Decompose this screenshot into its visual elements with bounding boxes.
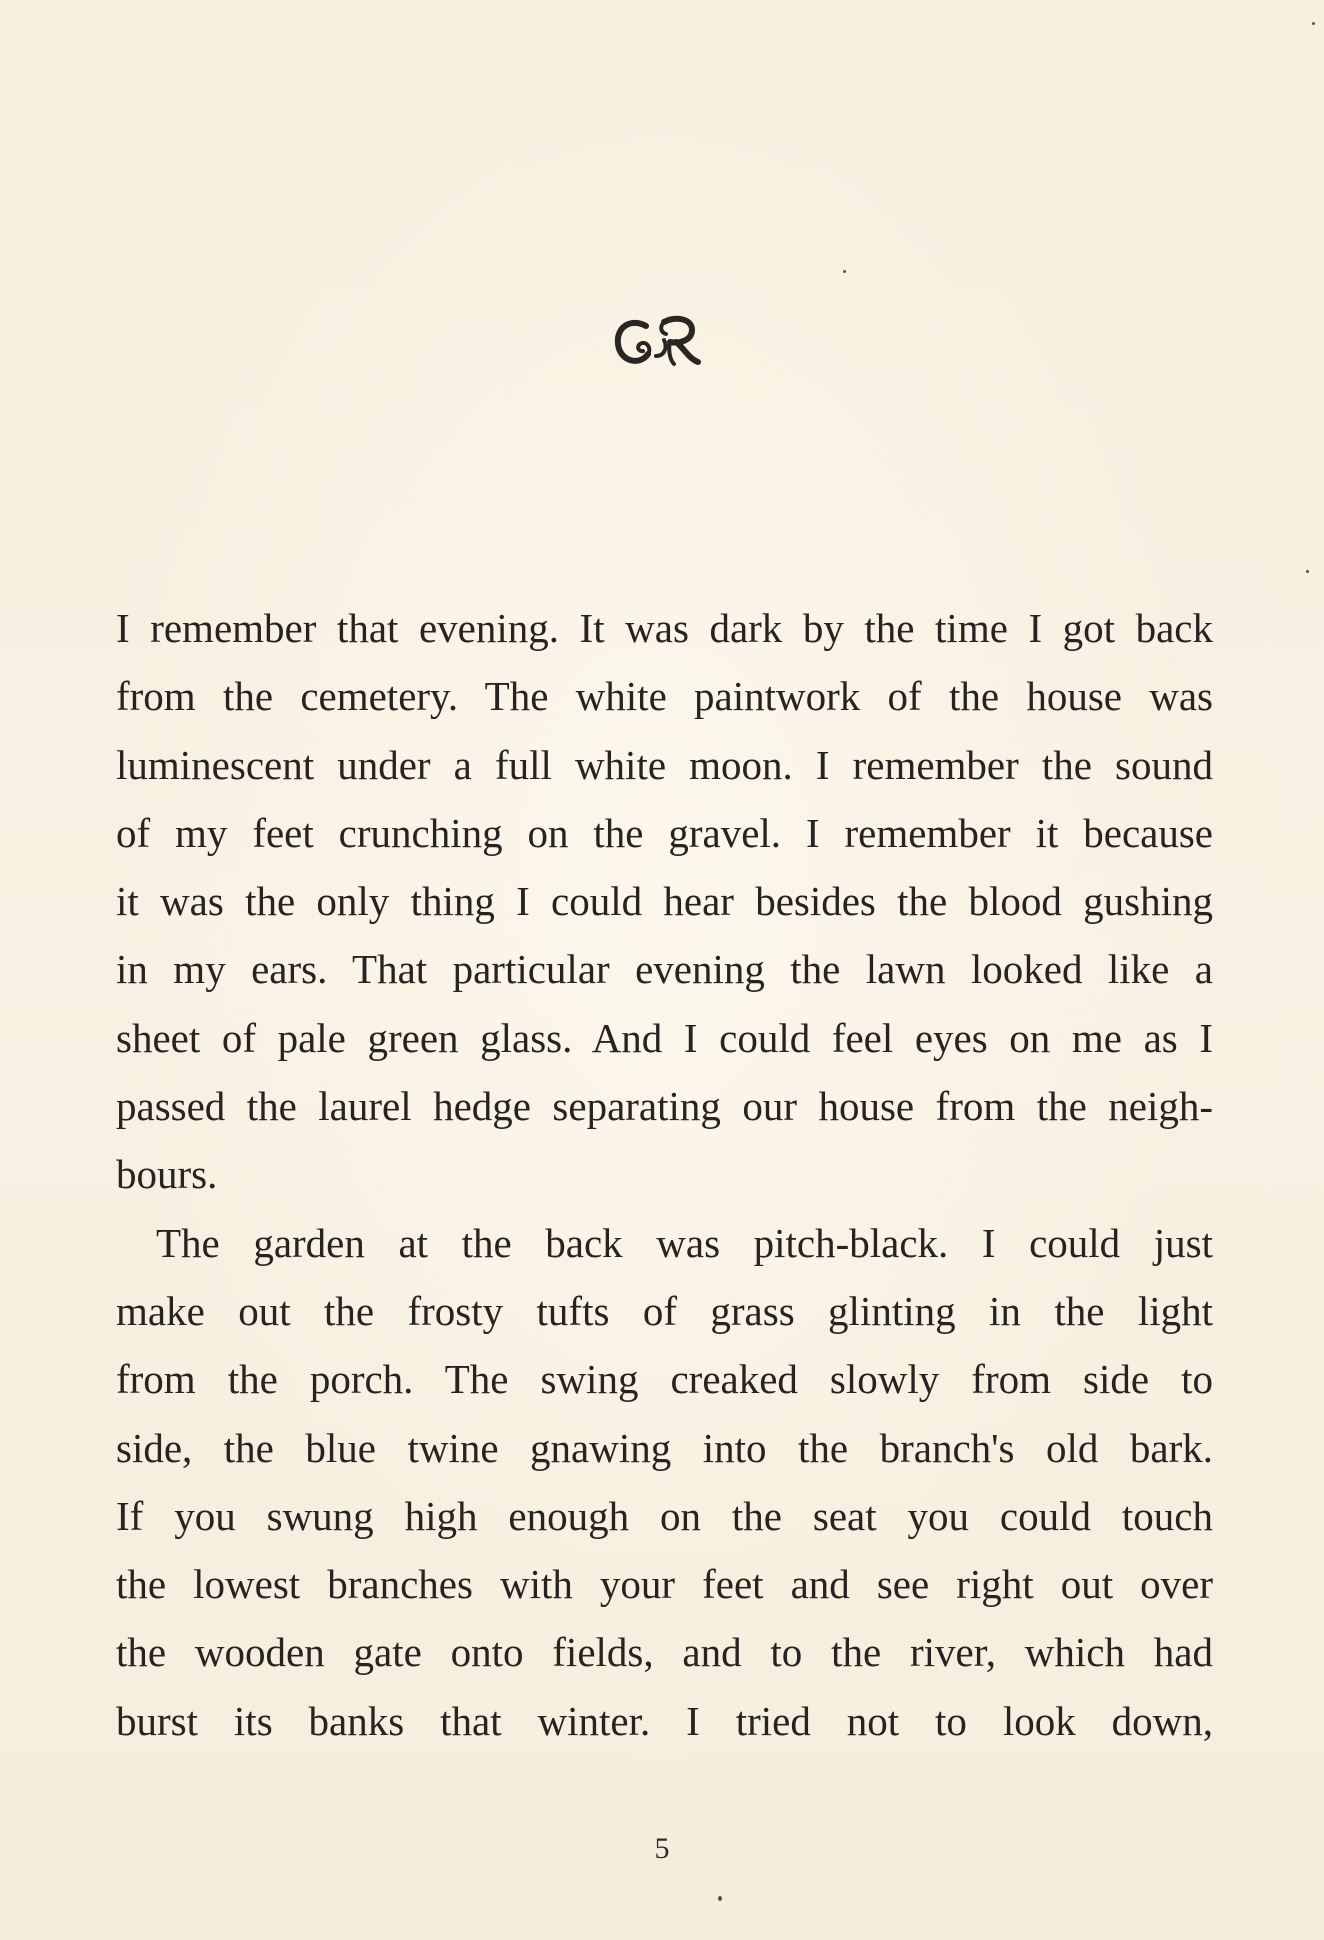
fleuron-ornament-icon: [612, 312, 704, 372]
text-line: The garden at the back was pitch-black. I could just: [156, 1219, 1213, 1266]
text-line: of my feet crunching on the gravel. I remember it because: [116, 809, 1213, 856]
text-line: from the porch. The swing creaked slowly from side to: [116, 1356, 1213, 1403]
paragraph-2: [116, 1209, 1213, 1755]
text-line: in my ears. That particular evening the lawn looked like a: [116, 946, 1213, 993]
print-speck: [718, 1896, 722, 1901]
text-line: luminescent under a full white moon. I remember the sound: [116, 741, 1213, 788]
text-line: make out the frosty tufts of grass glinting in the light: [116, 1287, 1213, 1334]
text-line: the lowest branches with your feet and see right out over: [116, 1561, 1213, 1608]
body-text: [116, 594, 1213, 1755]
text-line: I remember that evening. It was dark by the time I got back: [116, 605, 1213, 651]
print-speck: [1306, 570, 1309, 573]
text-line: sheet of pale green glass. And I could feel eyes on me as I: [116, 1014, 1213, 1061]
paragraph-1: [116, 594, 1213, 1209]
text-line: If you swung high enough on the seat you could touch: [116, 1492, 1213, 1539]
text-line: it was the only thing I could hear besides the blood gushing: [116, 878, 1213, 925]
print-speck: [843, 270, 846, 273]
text-line: passed the laurel hedge separating our house from the neigh-: [116, 1083, 1213, 1130]
page-number: 5: [654, 1832, 670, 1865]
text-line: the wooden gate onto fields, and to the river, which had: [116, 1629, 1213, 1676]
text-line: burst its banks that winter. I tried not to look down,: [116, 1697, 1213, 1744]
print-speck: [1312, 22, 1315, 25]
text-line: side, the blue twine gnawing into the branch's old bark.: [116, 1424, 1213, 1471]
text-line: bours.: [116, 1151, 218, 1198]
text-line: from the cemetery. The white paintwork of the house was: [116, 673, 1213, 720]
